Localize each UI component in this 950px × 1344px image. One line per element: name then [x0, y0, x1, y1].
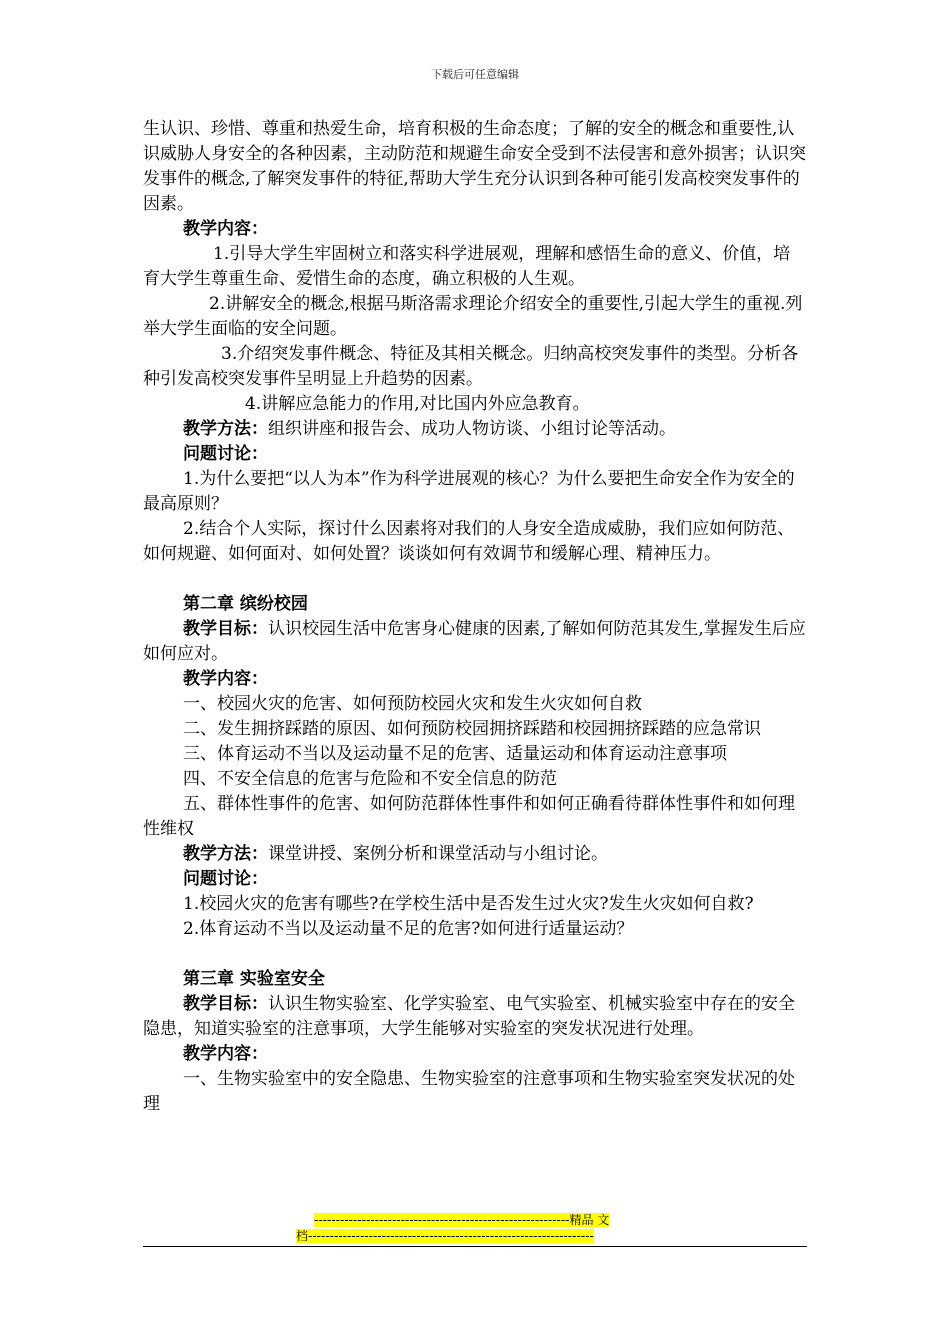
ch1-content-item-1: 1.引导大学生牢固树立和落实科学进展观，理解和感悟生命的意义、价值，培育大学生尊重生命、爱惜生命的态度，确立积极的人生观。: [143, 244, 791, 289]
intro-paragraph: 生认识、珍惜、尊重和热爱生命，培育积极的生命态度；了解的安全的概念和重要性,认识威胁人身安全的各种因素，主动防范和规避生命安全受到不法侵害和意外损害；认识突发事件的概念,了解突发事件的特征,帮助大学生充分认识到各种可能引发高校突发事件的因素。: [143, 119, 806, 214]
section-spacer: [143, 567, 807, 592]
ch2-content-item-2: 二、发生拥挤踩踏的原因、如何预防校园拥挤踩踏和校园拥挤踩踏的应急常识: [183, 719, 761, 739]
footer-watermark: [296, 1212, 648, 1244]
ch3-goal-label: 教学目标：: [183, 994, 268, 1014]
ch1-discussion-label: 问题讨论：: [183, 444, 268, 464]
ch2-content-item-1: 一、校园火灾的危害、如何预防校园火灾和发生火灾如何自救: [183, 694, 642, 714]
ch2-discussion-item-1: 1.校园火灾的危害有哪些?在学校生活中是否发生过火灾?发生火灾如何自救?: [183, 894, 754, 914]
ch2-content-item-5: 五、群体性事件的危害、如何防范群体性事件和如何正确看待群体性事件和如何理性维权: [143, 794, 795, 839]
ch2-title: 第二章 缤纷校园: [183, 594, 308, 614]
ch2-discussion-label: 问题讨论：: [183, 869, 268, 889]
ch1-method: [143, 417, 807, 442]
ch2-method: [143, 842, 807, 867]
ch2-goal-text: 认识校园生活中危害身心健康的因素,了解如何防范其发生,掌握发生后应如何应对。: [143, 619, 806, 664]
ch3-goal: [143, 992, 807, 1042]
footer-divider: [143, 1246, 807, 1247]
page-header: 下载后可任意编辑: [431, 68, 519, 81]
footer-line-1: -----------------------------------------------------------精品 文: [314, 1213, 610, 1227]
ch1-discussion-item-2: 2.结合个人实际，探讨什么因素将对我们的人身安全造成威胁，我们应如何防范、如何规避、如何面对、如何处置？谈谈如何有效调节和缓解心理、精神压力。: [143, 519, 795, 564]
ch1-discussion-item-1: 1.为什么要把“以人为本”作为科学进展观的核心？为什么要把生命安全作为安全的最高原则？: [143, 469, 795, 514]
ch3-goal-text: 认识生物实验室、化学实验室、电气实验室、机械实验室中存在的安全隐患，知道实验室的注意事项，大学生能够对实验室的突发状况进行处理。: [143, 994, 795, 1039]
ch2-goal: [143, 617, 807, 667]
ch2-method-label: 教学方法：: [183, 844, 268, 864]
ch2-goal-label: 教学目标：: [183, 619, 268, 639]
ch1-method-text: 组织讲座和报告会、成功人物访谈、小组讨论等活动。: [268, 419, 676, 439]
ch1-method-label: 教学方法：: [183, 419, 268, 439]
section-spacer: [143, 942, 807, 967]
ch2-content-item-4: 四、不安全信息的危害与危险和不安全信息的防范: [183, 769, 557, 789]
footer-line-2: 档------------------------------------------------------------------: [296, 1229, 594, 1243]
ch3-content-item-1: 一、生物实验室中的安全隐患、生物实验室的注意事项和生物实验室突发状况的处理: [143, 1069, 795, 1114]
ch1-content-item-3: 3.介绍突发事件概念、特征及其相关概念。归纳高校突发事件的类型。分析各种引发高校突发事件呈明显上升趋势的因素。: [143, 344, 799, 389]
ch2-method-text: 课堂讲授、案例分析和课堂活动与小组讨论。: [268, 844, 608, 864]
ch1-content-item-4: 4.讲解应急能力的作用,对比国内外应急教育。: [245, 394, 590, 414]
ch2-content-item-3: 三、体育运动不当以及运动量不足的危害、适量运动和体育运动注意事项: [183, 744, 727, 764]
ch1-content-item-2: 2.讲解安全的概念,根据马斯洛需求理论介绍安全的重要性,引起大学生的重视.列举大学生面临的安全问题。: [143, 294, 803, 339]
document-body: [143, 117, 807, 1117]
ch2-discussion-item-2: 2.体育运动不当以及运动量不足的危害?如何进行适量运动？: [183, 919, 634, 939]
ch3-title: 第三章 实验室安全: [183, 969, 325, 989]
ch2-content-label: 教学内容：: [183, 669, 268, 689]
ch1-content-label: 教学内容：: [183, 219, 268, 239]
ch3-content-label: 教学内容：: [183, 1044, 268, 1064]
